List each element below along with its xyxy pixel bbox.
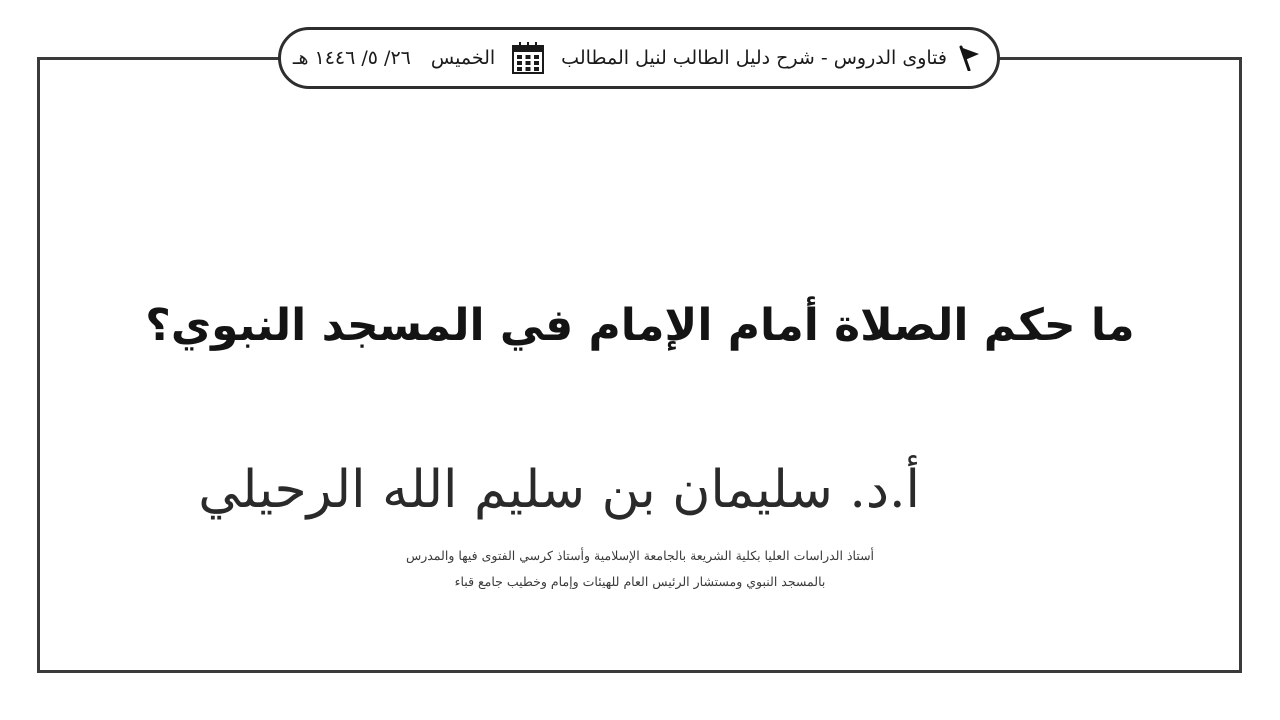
header-date: ٢٦/ ٥/ ١٤٤٦ هـ bbox=[292, 47, 411, 69]
question-title: ما حكم الصلاة أمام الإمام في المسجد النبوي؟ bbox=[145, 300, 1135, 351]
signature-name: أ.د. سليمان بن سليم الله الرحيلي bbox=[198, 460, 920, 520]
signature-block bbox=[198, 440, 920, 605]
header-title: فتاوى الدروس - شرح دليل الطالب لنيل المطالب bbox=[561, 47, 947, 69]
flag-icon bbox=[957, 45, 983, 71]
calendar-icon bbox=[511, 41, 545, 75]
signature-line-2: بالمسجد النبوي ومستشار الرئيس العام للهيئات وإمام وخطيب جامع قباء bbox=[454, 574, 826, 589]
header-day: الخميس bbox=[430, 47, 496, 69]
header-bar bbox=[278, 27, 1000, 89]
signature-line-1: أستاذ الدراسات العليا بكلية الشريعة بالجامعة الإسلامية وأستاذ كرسي الفتوى فيها والمدرس bbox=[405, 548, 875, 563]
